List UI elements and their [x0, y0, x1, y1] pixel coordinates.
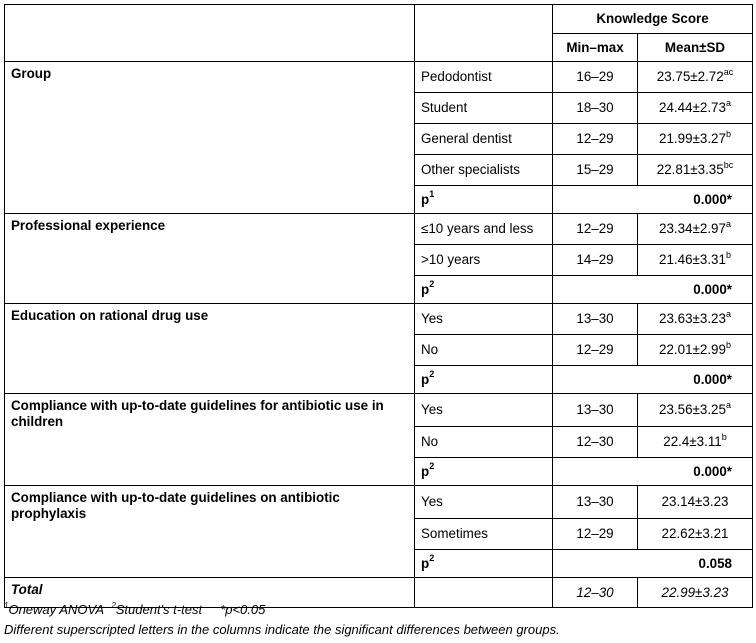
p-label: $p^2$ — [415, 366, 553, 394]
min-max-value: 13–30 — [553, 394, 638, 427]
min-max-value: 15–29 — [553, 155, 638, 186]
mean-sd-value: 23.34±2.97$^a$ — [638, 214, 753, 245]
mean-sd-value: 22.01±2.99$^b$ — [638, 335, 753, 366]
min-max-value: 12–30 — [553, 427, 638, 458]
subgroup-label: >10 years — [415, 245, 553, 276]
mean-sd-value: 22.81±3.35$^{bc}$ — [638, 155, 753, 186]
subgroup-label: Pedodontist — [415, 62, 553, 93]
footnote-ttest: Student's t-test — [115, 602, 203, 617]
mean-sd-value: 21.46±3.31$^b$ — [638, 245, 753, 276]
p-value: 0.000* — [553, 276, 753, 304]
mean-sd-value: 23.14±3.23 — [638, 486, 753, 519]
significance-letters: a — [725, 399, 731, 410]
subgroup-label: Yes — [415, 394, 553, 427]
significance-letters: a — [725, 308, 731, 319]
min-max-value: 16–29 — [553, 62, 638, 93]
subgroup-label: Yes — [415, 486, 553, 519]
mean-sd-value: 23.75±2.72$^{ac}$ — [638, 62, 753, 93]
p-value: 0.000* — [553, 458, 753, 486]
subgroup-label: Yes — [415, 304, 553, 335]
total-mean-sd: 22.99±3.23 — [638, 578, 753, 608]
category-label: Education on rational drug use — [5, 304, 415, 394]
mean-sd-value: 21.99±3.27$^b$ — [638, 124, 753, 155]
subgroup-label: ≤10 years and less — [415, 214, 553, 245]
footnote-line-1: $^1$Oneway ANOVA $^2$Student's t-test *p<0.05 — [4, 600, 266, 617]
table-footnotes — [4, 600, 560, 640]
subgroup-label: General dentist — [415, 124, 553, 155]
header-empty-cell — [415, 5, 553, 62]
min-max-value: 13–30 — [553, 304, 638, 335]
min-max-value: 12–29 — [553, 335, 638, 366]
table-row — [5, 62, 753, 93]
p-value: 0.058 — [553, 550, 753, 578]
knowledge-score-table — [4, 4, 753, 608]
p-value: 0.000* — [553, 186, 753, 214]
mean-sd-value: 24.44±2.73$^a$ — [638, 93, 753, 124]
significance-letters: b — [725, 128, 731, 139]
header-row-1 — [5, 5, 753, 34]
subgroup-label: Student — [415, 93, 553, 124]
significance-letters: b — [725, 339, 731, 350]
min-max-value: 12–29 — [553, 214, 638, 245]
footnote-significance: *p<0.05 — [220, 602, 266, 617]
p-label: $p^2$ — [415, 276, 553, 304]
mean-sd-value: 22.62±3.21 — [638, 519, 753, 550]
mean-sd-value: 23.56±3.25$^a$ — [638, 394, 753, 427]
mean-sd-value: 23.63±3.23$^a$ — [638, 304, 753, 335]
mean-sd-value: 22.4±3.11$^b$ — [638, 427, 753, 458]
category-label: Group — [5, 62, 415, 214]
min-max-value: 12–29 — [553, 519, 638, 550]
p-label: $p^2$ — [415, 550, 553, 578]
category-label: Compliance with up-to-date guidelines for antibiotic use in children — [5, 394, 415, 486]
min-max-value: 14–29 — [553, 245, 638, 276]
header-mean-sd: Mean±SD — [638, 34, 753, 62]
footnote-line-2: Different superscripted letters in the columns indicate the significant differences between groups. — [4, 622, 560, 637]
table-row — [5, 304, 753, 335]
significance-letters: b — [725, 249, 731, 260]
total-label: Total — [5, 578, 415, 608]
subgroup-label: Other specialists — [415, 155, 553, 186]
significance-letters: b — [721, 431, 727, 442]
subgroup-label: No — [415, 427, 553, 458]
header-knowledge-score: Knowledge Score — [553, 5, 753, 34]
footnote-anova: Oneway ANOVA — [8, 602, 105, 617]
header-min-max: Min–max — [553, 34, 638, 62]
subgroup-label: Sometimes — [415, 519, 553, 550]
significance-letters: ac — [723, 66, 734, 77]
significance-letters: a — [725, 218, 731, 229]
min-max-value: 18–30 — [553, 93, 638, 124]
significance-letters: a — [725, 97, 731, 108]
total-min-max: 12–30 — [553, 578, 638, 608]
min-max-value: 13–30 — [553, 486, 638, 519]
min-max-value: 12–29 — [553, 124, 638, 155]
table-row — [5, 486, 753, 519]
table-row — [5, 394, 753, 427]
p-value: 0.000* — [553, 366, 753, 394]
table-row — [5, 214, 753, 245]
significance-letters: bc — [723, 159, 734, 170]
p-label: $p^2$ — [415, 458, 553, 486]
category-label: Compliance with up-to-date guidelines on antibiotic prophylaxis — [5, 486, 415, 578]
category-label: Professional experience — [5, 214, 415, 304]
header-empty-cell — [5, 5, 415, 62]
subgroup-label: No — [415, 335, 553, 366]
p-label: $p^1$ — [415, 186, 553, 214]
